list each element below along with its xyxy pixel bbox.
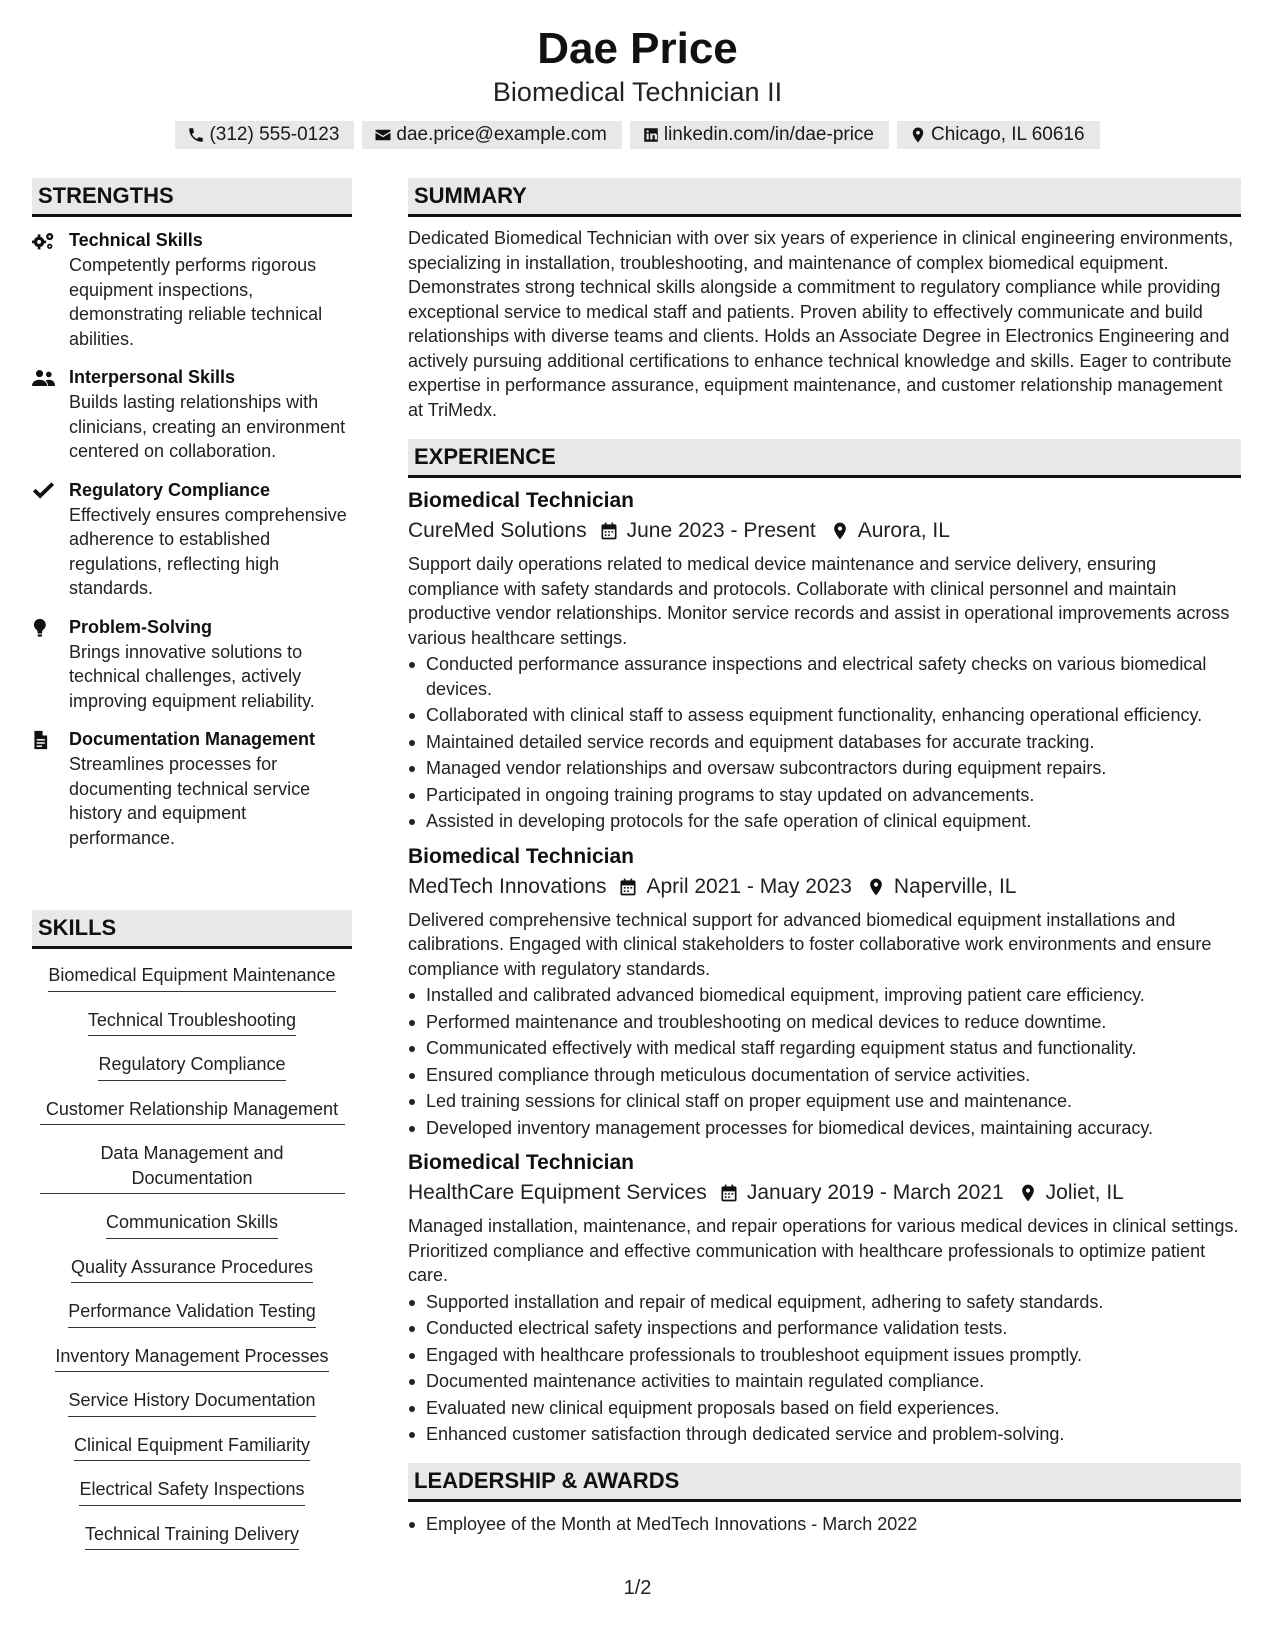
- map-pin-icon: [866, 877, 886, 897]
- job-company: MedTech Innovations: [408, 874, 607, 898]
- job-dates: April 2021 - May 2023: [646, 874, 852, 898]
- job-dates: June 2023 - Present: [626, 519, 816, 542]
- job-bullets: [408, 652, 1241, 834]
- job-dates: January 2019 - March 2021: [746, 1181, 1004, 1204]
- skills-section: [32, 910, 352, 1566]
- job-location: Naperville, IL: [893, 874, 1017, 898]
- bullet-item: Conducted performance assurance inspections and electrical safety checks on various biomedical devices.: [408, 652, 1241, 701]
- strength-item: [32, 364, 352, 464]
- strength-title: Interpersonal Skills: [69, 367, 236, 387]
- candidate-name: Dae Price: [537, 24, 738, 73]
- resume-header: [0, 22, 1275, 149]
- job-entry: [408, 1149, 1241, 1447]
- skill-item: Inventory Management Processes: [55, 1344, 328, 1373]
- strength-title: Regulatory Compliance: [69, 479, 271, 500]
- skill-item: Communication Skills: [106, 1210, 278, 1239]
- strength-title: Documentation Management: [69, 729, 316, 749]
- job-meta: [408, 516, 1241, 546]
- page-number: 1/2: [623, 1577, 652, 1599]
- skill-item: Customer Relationship Management: [40, 1097, 345, 1126]
- linkedin-icon: [642, 126, 660, 144]
- skill-item: Electrical Safety Inspections: [79, 1477, 304, 1506]
- bullet-item: Conducted electrical safety inspections and performance validation tests.: [408, 1316, 1241, 1341]
- job-description: Support daily operations related to medical device maintenance and service delivery, ensuring compliance with safety standards and protocols. Collaborate with clinical personnel and maintain productive vendor relationships. Monitor service records and assist in operational improvements across various healthcare settings.: [408, 554, 1230, 648]
- bullet-item: Developed inventory management processes for biomedical devices, maintaining accuracy.: [408, 1116, 1241, 1141]
- lightbulb-icon: [32, 618, 55, 638]
- summary-text: Dedicated Biomedical Technician with over six years of experience in clinical engineering environments, specializing in installation, troubleshooting, and maintenance of complex biomedical equipment. Demonstrates strong technical skills alongside a commitment to regulatory compliance while providing exceptional service to medical staff and patients. Proven ability to effectively communicate and build relationships with diverse teams and clients. Holds an Associate Degree in Electronics Engineering and actively pursuing additional certifications to enhance technical knowledge and skills. Eager to contribute expertise in performance assurance, equipment maintenance, and customer relationship management at TriMedx.: [408, 228, 1234, 420]
- strength-title: Technical Skills: [69, 230, 203, 250]
- strength-desc: Builds lasting relationships with clinicians, creating an environment centered on collaboration.: [69, 392, 346, 461]
- strengths-section: [32, 178, 352, 863]
- skill-item: Biomedical Equipment Maintenance: [48, 963, 335, 992]
- job-description: Delivered comprehensive technical support for advanced biomedical equipment installations and calibrations. Engaged with clinical stakeholders to foster collaborative work environments and ensure compliance with regulatory standards.: [408, 909, 1212, 979]
- skill-item: Clinical Equipment Familiarity: [74, 1433, 310, 1462]
- bullet-item: Maintained detailed service records and equipment databases for accurate tracking.: [408, 730, 1241, 755]
- bullet-item: Documented maintenance activities to maintain regulated compliance.: [408, 1369, 1241, 1394]
- job-entry: [408, 487, 1241, 834]
- strength-item: [32, 477, 352, 601]
- award-item: Employee of the Month at MedTech Innovations - March 2022: [408, 1512, 1241, 1537]
- map-pin-icon: [1018, 1183, 1038, 1203]
- bullet-item: Supported installation and repair of medical equipment, adhering to safety standards.: [408, 1290, 1241, 1315]
- strength-item: [32, 726, 352, 850]
- job-description: Managed installation, maintenance, and repair operations for various medical devices in clinical settings. Prioritized compliance and effective communication with healthcare professionals to optimize patient care.: [408, 1216, 1239, 1285]
- users-icon: [32, 368, 55, 388]
- job-company: CureMed Solutions: [408, 519, 587, 542]
- job-bullets: [408, 983, 1241, 1140]
- calendar-icon: [719, 1183, 739, 1203]
- skill-item: Data Management and Documentation: [40, 1141, 345, 1194]
- strength-title: Problem-Solving: [69, 616, 213, 637]
- strength-desc: Brings innovative solutions to technical challenges, actively improving equipment reliability.: [69, 641, 315, 711]
- strengths-heading: STRENGTHS: [32, 178, 352, 217]
- bullet-item: Assisted in developing protocols for the safe operation of clinical equipment.: [408, 809, 1241, 834]
- skill-item: Technical Troubleshooting: [88, 1008, 296, 1037]
- job-entry: [408, 843, 1241, 1141]
- contact-email[interactable]: [362, 121, 621, 149]
- job-location: Joliet, IL: [1045, 1181, 1124, 1204]
- contact-bar: [0, 121, 1275, 149]
- skill-item: Performance Validation Testing: [68, 1299, 315, 1328]
- job-location: Aurora, IL: [857, 519, 950, 542]
- job-title: Biomedical Technician: [408, 844, 635, 868]
- skill-item: Technical Training Delivery: [85, 1522, 299, 1551]
- bullet-item: Installed and calibrated advanced biomedical equipment, improving patient care efficiency.: [408, 983, 1241, 1008]
- bullet-item: Led training sessions for clinical staff on proper equipment use and maintenance.: [408, 1089, 1241, 1114]
- bullet-item: Evaluated new clinical equipment proposals based on field experiences.: [408, 1396, 1241, 1421]
- phone-icon: [187, 126, 205, 144]
- job-meta: [408, 872, 1241, 902]
- bullet-item: Communicated effectively with medical staff regarding equipment status and functionality.: [408, 1036, 1241, 1061]
- leadership-list: [408, 1512, 1241, 1537]
- phone-text: (312) 555-0123: [209, 124, 340, 145]
- contact-location: [897, 121, 1100, 149]
- job-meta: [408, 1178, 1241, 1208]
- skill-item: Quality Assurance Procedures: [71, 1255, 313, 1284]
- strengths-list: [32, 227, 352, 850]
- job-title: Biomedical Technician: [408, 1151, 635, 1174]
- strength-item: [32, 614, 352, 714]
- bullet-item: Managed vendor relationships and oversaw subcontractors during equipment repairs.: [408, 756, 1241, 781]
- check-icon: [32, 481, 55, 501]
- strength-item: [32, 227, 352, 351]
- job-company: HealthCare Equipment Services: [408, 1181, 707, 1204]
- map-pin-icon: [830, 521, 850, 541]
- document-icon: [32, 730, 55, 750]
- contact-phone: [175, 121, 354, 149]
- strength-desc: Competently performs rigorous equipment inspections, demonstrating reliable technical abilities.: [69, 255, 323, 349]
- calendar-icon: [599, 521, 619, 541]
- bullet-item: Collaborated with clinical staff to assess equipment functionality, enhancing operational efficiency.: [408, 703, 1241, 728]
- job-bullets: [408, 1290, 1241, 1447]
- bullet-item: Performed maintenance and troubleshooting on medical devices to reduce downtime.: [408, 1010, 1241, 1035]
- skills-list: [32, 963, 352, 1566]
- email-text: dae.price@example.com: [396, 124, 607, 145]
- strength-desc: Streamlines processes for documenting technical service history and equipment performance.: [69, 754, 311, 848]
- calendar-icon: [618, 877, 638, 897]
- job-title: Biomedical Technician: [408, 489, 635, 512]
- main-column: [408, 178, 1241, 1538]
- bullet-item: Engaged with healthcare professionals to troubleshoot equipment issues promptly.: [408, 1343, 1241, 1368]
- bullet-item: Ensured compliance through meticulous documentation of service activities.: [408, 1063, 1241, 1088]
- bullet-item: Enhanced customer satisfaction through dedicated service and problem-solving.: [408, 1422, 1241, 1447]
- skills-heading: SKILLS: [32, 910, 352, 949]
- location-text: Chicago, IL 60616: [931, 124, 1085, 145]
- contact-linkedin[interactable]: [630, 121, 889, 149]
- bullet-item: Participated in ongoing training programs to stay updated on advancements.: [408, 783, 1241, 808]
- linkedin-text: linkedin.com/in/dae-price: [663, 124, 875, 145]
- leadership-heading: LEADERSHIP & AWARDS: [408, 1463, 1241, 1502]
- summary-heading: SUMMARY: [408, 178, 1241, 217]
- experience-heading: EXPERIENCE: [408, 439, 1241, 478]
- map-pin-icon: [909, 126, 927, 144]
- skill-item: Regulatory Compliance: [98, 1052, 285, 1081]
- gears-icon: [32, 231, 55, 251]
- strength-desc: Effectively ensures comprehensive adherence to established regulations, reflecting high standards.: [69, 504, 347, 598]
- skill-item: Service History Documentation: [68, 1388, 315, 1417]
- candidate-title: Biomedical Technician II: [492, 77, 783, 107]
- envelope-icon: [374, 126, 392, 144]
